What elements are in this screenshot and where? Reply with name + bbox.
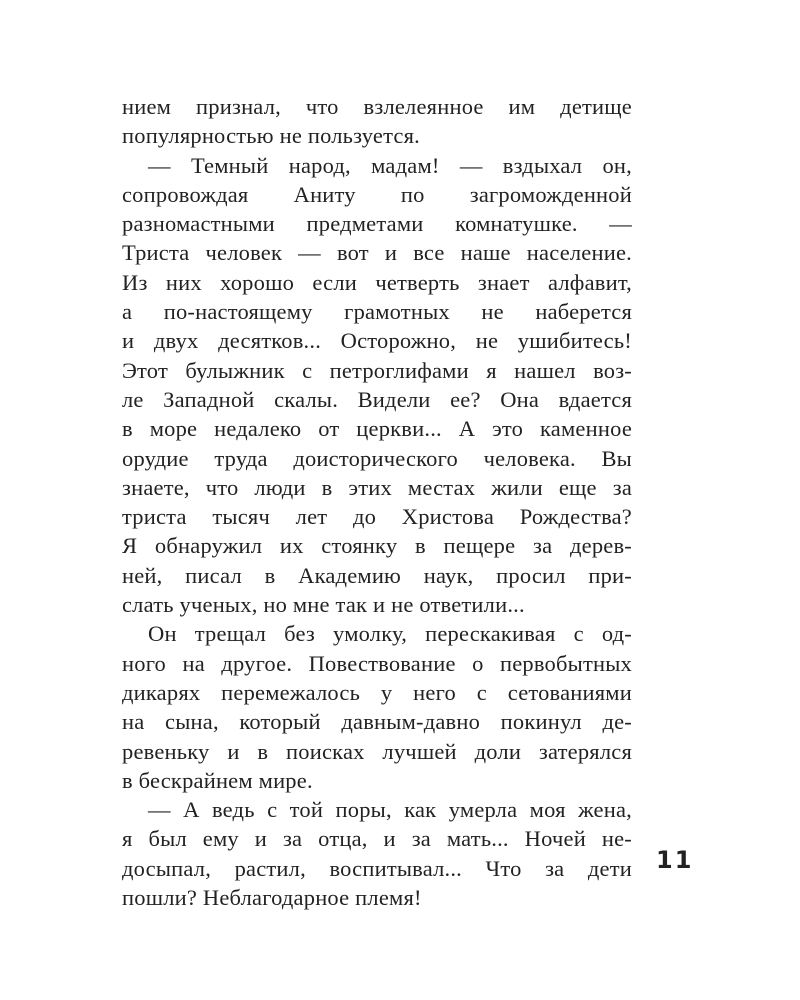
body-text	[122, 92, 632, 912]
text-line: пошли? Неблагодарное племя!	[122, 885, 422, 911]
text-line: — А ведь с той поры, как умерла моя жена,	[148, 797, 632, 823]
text-line: а по-настоящему грамотных не наберется	[122, 299, 632, 325]
text-line: досыпал, растил, воспитывал... Что за дети	[122, 855, 632, 881]
text-line: разномастными предметами комнатушке. —	[122, 211, 632, 237]
text-line: Этот булыжник с петроглифами я нашел воз-	[122, 357, 632, 383]
text-line: ней, писал в Академию наук, просил при-	[122, 562, 632, 588]
text-line: Триста человек — вот и все наше население.	[122, 240, 632, 266]
text-line: Из них хорошо если четверть знает алфавит,	[122, 269, 632, 295]
text-line: — Темный народ, мадам! — вздыхал он,	[148, 152, 632, 178]
text-line: я был ему и за отца, и за мать... Ночей не-	[122, 826, 632, 852]
text-line: нием признал, что взлелеянное им детище	[122, 94, 632, 119]
text-line: орудие труда доисторического человека. Вы	[122, 445, 632, 471]
text-line: и двух десятков... Осторожно, не ушибитесь!	[122, 328, 632, 354]
text-line: популярностью не пользуется.	[122, 123, 420, 149]
text-line: Я обнаружил их стоянку в пещере за дерев-	[122, 533, 632, 559]
text-line: слать ученых, но мне так и не ответили...	[122, 592, 525, 618]
text-line: на сына, который давным-давно покинул де-	[122, 709, 632, 735]
text-line: ле Западной скалы. Видели ее? Она вдается	[122, 386, 632, 412]
text-line: триста тысяч лет до Христова Рождества?	[122, 504, 632, 530]
text-line: в море недалеко от церкви... А это каменное	[122, 416, 632, 442]
page-number: 11	[656, 846, 694, 874]
text-line: ного на другое. Повествование о первобытных	[122, 650, 632, 676]
text-line: сопровождая Аниту по загроможденной	[122, 181, 632, 207]
text-line: знаете, что люди в этих местах жили еще за	[122, 474, 632, 500]
text-line: ревеньку и в поисках лучшей доли затерялся	[122, 738, 632, 764]
text-line: в бескрайнем мире.	[122, 767, 313, 793]
text-line: дикарях перемежалось у него с сетованиями	[122, 679, 632, 705]
text-line: Он трещал без умолку, перескакивая с од-	[148, 621, 632, 647]
